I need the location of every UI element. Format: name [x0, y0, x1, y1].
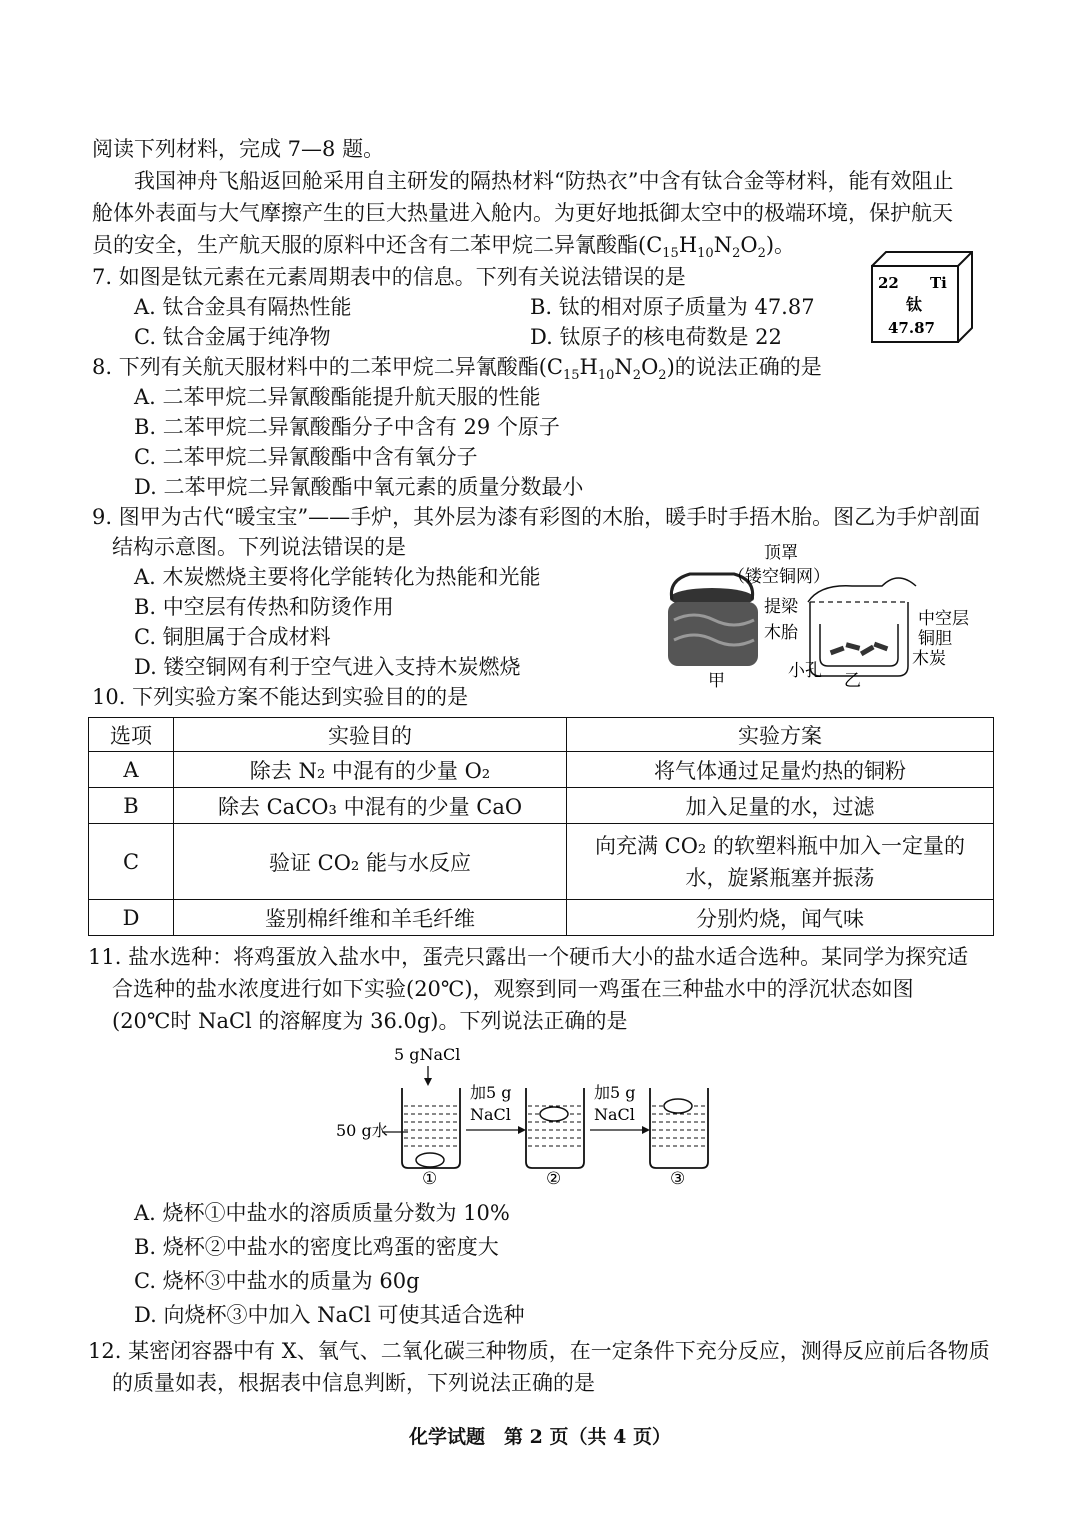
q11-option-a: A. 烧杯①中盐水的溶质质量分数为 10%: [134, 1201, 510, 1225]
q12-stem-1: 12. 某密闭容器中有 X、氧气、二氧化碳三种物质，在一定条件下充分反应，测得反应前后各物质: [88, 1339, 990, 1363]
row-a-plan: 将气体通过足量灼热的铜粉: [567, 752, 994, 788]
row-d-plan: 分别灼烧，闻气味: [567, 900, 994, 936]
q8-option-d: D. 二苯甲烷二异氰酸酯中氧元素的质量分数最小: [134, 475, 584, 499]
element-name: 钛: [906, 295, 923, 314]
label-add-1-nacl: NaCl: [470, 1105, 511, 1124]
intro-text: 阅读下列材料，完成 7—8 题。: [92, 137, 385, 161]
q7-option-c: C. 钛合金属于纯净物: [134, 325, 331, 349]
header-option: 选项: [89, 718, 174, 752]
label-wood: 木胎: [764, 623, 798, 643]
row-d-purpose: 鉴别棉纤维和羊毛纤维: [174, 900, 567, 936]
table-header-row: [89, 718, 994, 752]
q10-table: [88, 717, 994, 936]
egg-1: [416, 1153, 444, 1167]
beaker-3: [650, 1088, 708, 1168]
table-row: [89, 752, 994, 788]
q9-option-b: B. 中空层有传热和防烫作用: [134, 595, 394, 619]
q7-option-d: D. 钛原子的核电荷数是 22: [530, 325, 782, 349]
beaker-1: [402, 1088, 460, 1168]
q9-option-a: A. 木炭燃烧主要将化学能转化为热能和光能: [134, 565, 541, 589]
egg-2: [540, 1107, 568, 1121]
q11-stem-3: (20℃时 NaCl 的溶解度为 36.0g)。下列说法正确的是: [112, 1009, 628, 1033]
label-copper: 铜胆: [918, 629, 952, 649]
page-footer: 化学试题 第 2 页（共 4 页）: [409, 1426, 671, 1448]
q8-option-b: B. 二苯甲烷二异氰酸酯分子中含有 29 个原子: [134, 415, 560, 439]
row-a-option: A: [89, 752, 174, 788]
table-row: [89, 900, 994, 936]
header-purpose: 实验目的: [174, 718, 567, 752]
q7-option-a: A. 钛合金具有隔热性能: [134, 295, 352, 319]
q8-stem: 8. 下列有关航天服材料中的二苯甲烷二异氰酸酯$(C_{15}H_{10}N_2O_2)$的说法正确的是: [92, 355, 822, 384]
q8-option-c: C. 二苯甲烷二异氰酸酯中含有氧分子: [134, 445, 478, 469]
label-salt: 5 gNaCl: [394, 1045, 461, 1064]
q10-stem: 10. 下列实验方案不能达到实验目的的是: [92, 685, 469, 709]
element-mass: 47.87: [888, 319, 935, 337]
header-plan: 实验方案: [567, 718, 994, 752]
q11-stem-1: 11. 盐水选种：将鸡蛋放入盐水中，蛋壳只露出一个硬币大小的盐水适合选种。某同学为探究适: [88, 945, 969, 969]
q8-option-a: A. 二苯甲烷二异氰酸酯能提升航天服的性能: [134, 385, 541, 409]
q7-option-b: B. 钛的相对原子质量为 47.87: [530, 295, 815, 319]
salt-arrowhead: [424, 1078, 432, 1086]
row-c-plan: 向充满 CO₂ 的软塑料瓶中加入一定量的水，旋紧瓶塞并振荡: [567, 824, 994, 900]
material-line-1: 我国神舟飞船返回舱采用自主研发的隔热材料“防热衣”中含有钛合金等材料，能有效阻止: [134, 169, 954, 193]
label-hollow: 中空层: [918, 609, 969, 629]
label-charcoal: 木炭: [912, 649, 946, 669]
label-add-2: 加5 g: [594, 1083, 636, 1102]
label-mesh: （镂空铜网）: [728, 567, 830, 587]
label-top-cover: 顶罩: [764, 543, 798, 563]
q12-stem-2: 的质量如表，根据表中信息判断，下列说法正确的是: [112, 1371, 595, 1395]
label-add-1: 加5 g: [470, 1083, 512, 1102]
row-d-option: D: [89, 900, 174, 936]
titanium-element-card: [870, 250, 974, 344]
label-jia: 甲: [708, 671, 725, 690]
egg-3: [664, 1099, 692, 1113]
q9-option-c: C. 铜胆属于合成材料: [134, 625, 331, 649]
charcoal-pieces: [830, 642, 889, 656]
row-b-plan: 加入足量的水，过滤: [567, 788, 994, 824]
label-handle: 提梁: [764, 597, 798, 617]
inner-liner: [820, 624, 898, 666]
q9-option-d: D. 镂空铜网有利于空气进入支持木炭燃烧: [134, 655, 521, 679]
q7-stem: 7. 如图是钛元素在元素周期表中的信息。下列有关说法错误的是: [92, 265, 686, 289]
beaker-experiment-figure: [330, 1042, 720, 1188]
table-row: [89, 824, 994, 900]
label-yi: 乙: [844, 671, 861, 690]
label-add-2-nacl: NaCl: [594, 1105, 635, 1124]
q11-option-c: C. 烧杯③中盐水的质量为 60g: [134, 1269, 420, 1293]
label-beaker-1: ①: [422, 1169, 438, 1188]
label-hole: 小孔: [788, 661, 822, 681]
label-beaker-3: ③: [670, 1169, 686, 1188]
element-symbol: Ti: [930, 274, 947, 292]
q11-option-d: D. 向烧杯③中加入 NaCl 可使其适合选种: [134, 1303, 525, 1327]
element-number: 22: [878, 274, 899, 292]
row-b-purpose: 除去 CaCO₃ 中混有的少量 CaO: [174, 788, 567, 824]
hand-warmer-figure: [660, 540, 990, 690]
row-b-option: B: [89, 788, 174, 824]
table-row: [89, 788, 994, 824]
material-line-2: 舱体外表面与大气摩擦产生的巨大热量进入舱内。为更好地抵御太空中的极端环境，保护航天: [92, 201, 953, 225]
material-line-3: 员的安全，生产航天服的原料中还含有二苯甲烷二异氰酸酯$(C_{15}H_{10}N_2O_2)$。: [92, 233, 796, 262]
row-c-option: C: [89, 824, 174, 900]
row-c-purpose: 验证 CO₂ 能与水反应: [174, 824, 567, 900]
row-a-purpose: 除去 N₂ 中混有的少量 O₂: [174, 752, 567, 788]
q9-stem-1: 9. 图甲为古代“暖宝宝”——手炉，其外层为漆有彩图的木胎，暖手时手捂木胎。图乙为手炉剖面: [92, 505, 981, 529]
beaker-2: [526, 1088, 584, 1168]
q11-stem-2: 合选种的盐水浓度进行如下实验(20℃)，观察到同一鸡蛋在三种盐水中的浮沉状态如图: [112, 977, 914, 1001]
q9-stem-2: 结构示意图。下列说法错误的是: [112, 535, 406, 559]
label-beaker-2: ②: [546, 1169, 562, 1188]
label-water: 50 g水: [336, 1121, 388, 1140]
stove-body: [668, 602, 758, 666]
q11-option-b: B. 烧杯②中盐水的密度比鸡蛋的密度大: [134, 1235, 499, 1259]
